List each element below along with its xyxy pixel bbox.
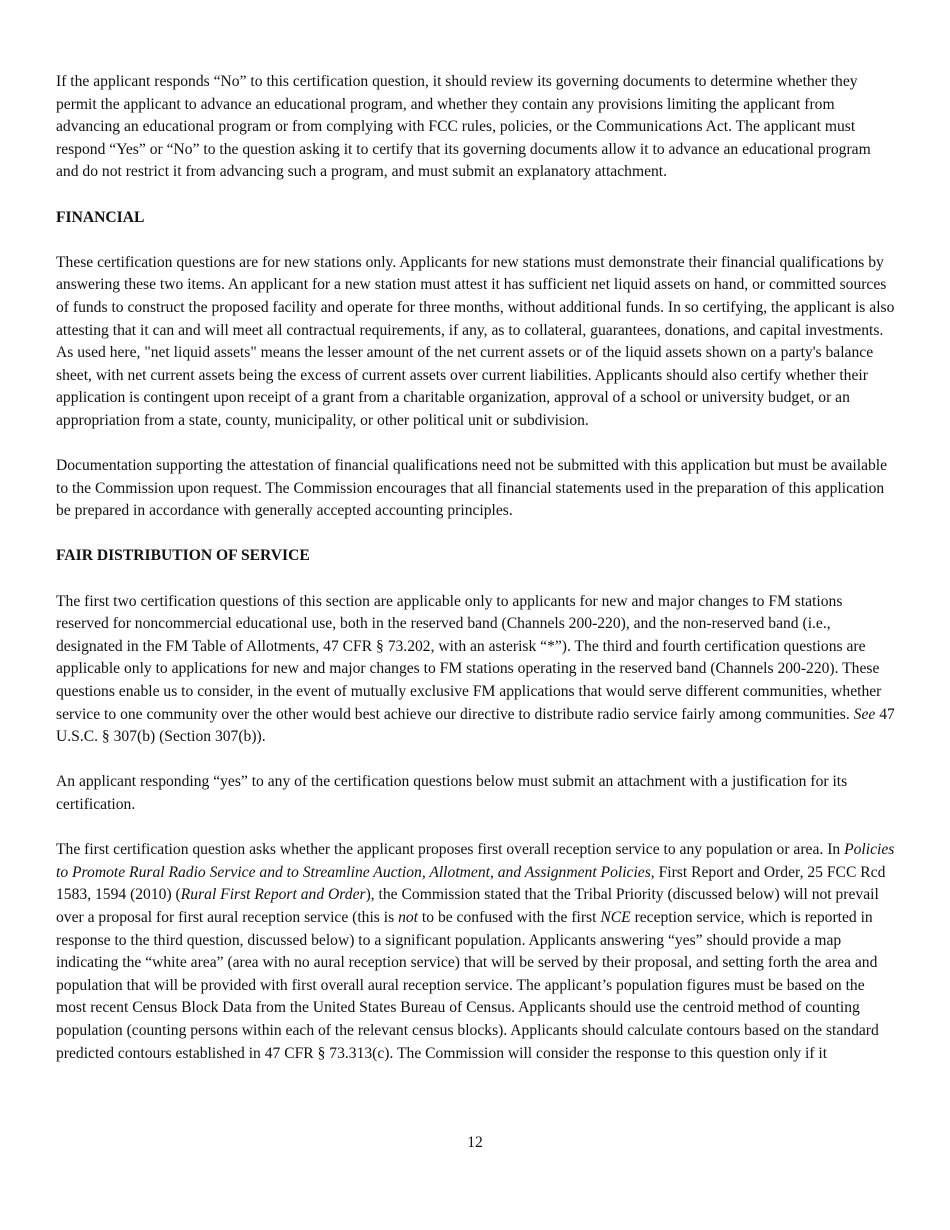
heading-fair-distribution: FAIR DISTRIBUTION OF SERVICE — [56, 547, 310, 565]
text-run: ), the Commission stated that the Tribal Priority (discussed below) will not prevail over a proposal for first aural reception service (this is — [56, 886, 879, 926]
paragraph-first-reception-service — [56, 839, 896, 1065]
italic-text: Rural First Report and Order — [180, 886, 366, 904]
paragraph-fair-distribution-intro — [56, 591, 896, 749]
paragraph-governing-documents: If the applicant responds “No” to this certification question, it should review its governing documents to determine whether they permit the applicant to advance an educational program, and whether they contain any provisions limiting the applicant from advancing an educational program or from complying with FCC rules, policies, or the Communications Act. The applicant must respond “Yes” or “No” to the question asking it to certify that its governing documents allow it to advance an educational program and do not restrict it from advancing such a program, and must submit an explanatory attachment. — [56, 73, 871, 181]
italic-text: not — [398, 908, 419, 926]
paragraph-financial-documentation: Documentation supporting the attestation of financial qualifications need not be submitted with this application but must be available to the Commission upon request. The Commission encourages that all financial statements used in the preparation of this application be prepared in accordance with generally accepted accounting principles. — [56, 457, 888, 520]
text-run: reception service, which is reported in response to the third question, discussed below) to a significant population. Applicants answering “yes” should provide a map indicating the “white area” (area with no aural reception service) that will be served by their proposal, and setting forth the area and population that will be provided with first overall aural reception service. The applicant’s population figures must be based on the most recent Census Block Data from the United States Bureau of Census. Applicants should use the centroid method of counting population (counting persons within each of the relevant census blocks). Applicants should calculate contours based on the standard predicted contours established in 47 CFR § 73.313(c). The Commission will consider the response to this question only if it — [56, 908, 879, 1062]
text-run: The first two certification questions of this section are applicable only to applicants for new and major changes to FM stations reserved for noncommercial educational use, both in the reserved band (Channels 200-220), and the non-reserved band (i.e., designated in the FM Table of Allotments, 47 CFR § 73.202, with an asterisk “*”). The third and fourth certification questions are applicable only to applications for new and major changes to FM stations operating in the reserved band (Channels 200-220). These questions enable us to consider, in the event of mutually exclusive FM applications that would serve different communities, whether service to one community over the other would best achieve our directive to distribute radio service fairly among communities. — [56, 592, 882, 723]
text-run: , First Report and Order, 25 FCC Rcd 1583, 1594 (2010) ( — [56, 863, 886, 904]
document-body — [56, 71, 896, 1088]
paragraph-financial-qualifications: These certification questions are for new stations only. Applicants for new stations must demonstrate their financial qualifications by answering these two items. An applicant for a new station must attest it has sufficient net liquid assets on hand, or committed sources of funds to construct the proposed facility and operate for three months, without additional funds. In so certifying, the applicant is also attesting that it can and will meet all contractual requirements, if any, as to collateral, guarantees, donations, and capital investments. As used here, "net liquid assets" means the lesser amount of the net current assets or of the liquid assets shown on a party's balance sheet, with net current assets being the excess of current assets over current liabilities. Applicants should also certify whether their application is contingent upon receipt of a grant from a charitable organization, approval of a school or university budget, or an appropriation from a state, county, municipality, or other political unit or subdivision. — [56, 253, 895, 429]
italic-text: Policies to Promote Rural Radio Service and to Streamline Auction, Allotment, and Assignment Policies — [56, 841, 895, 881]
page-number: 12 — [467, 1134, 483, 1151]
text-run: 47 U.S.C. § 307(b) (Section 307(b)). — [56, 705, 895, 746]
text-run: to be confused with the first — [418, 908, 601, 926]
heading-financial: FINANCIAL — [56, 208, 145, 226]
text-run: The first certification question asks whether the applicant proposes first overall reception service to any population or area. In — [56, 841, 845, 859]
italic-text: See — [853, 705, 876, 723]
paragraph-attachment-requirement: An applicant responding “yes” to any of the certification questions below must submit an attachment with a justification for its certification. — [56, 773, 848, 813]
italic-text: NCE — [600, 908, 631, 926]
